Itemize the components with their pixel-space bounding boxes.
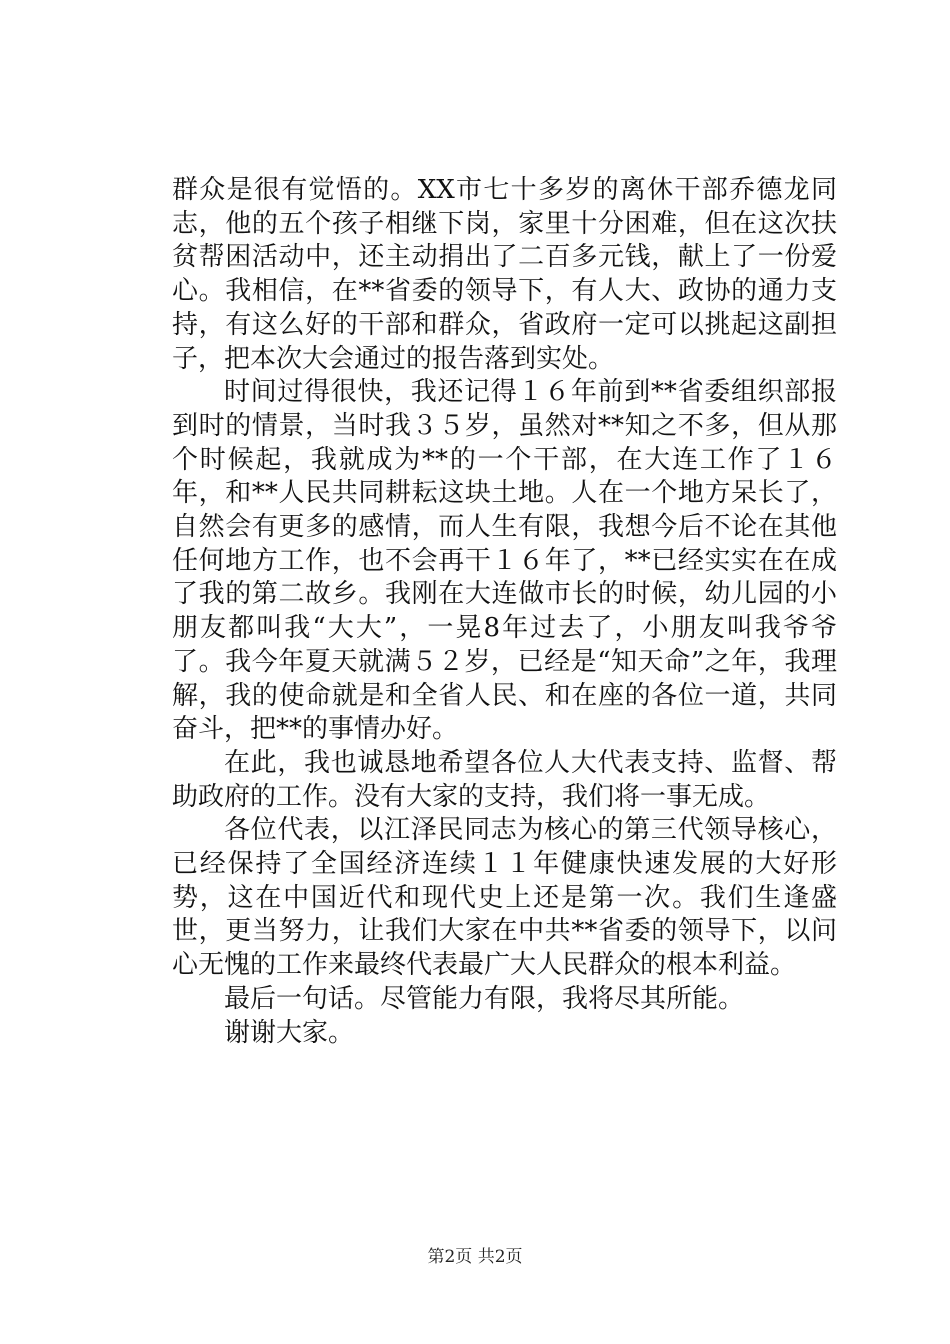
document-body — [172, 174, 837, 1050]
paragraph-last-words: 最后一句话。尽管能力有限，我将尽其所能。 — [224, 983, 745, 1014]
page-number-footer: 第2页 共2页 — [427, 1247, 523, 1267]
paragraph-thanks: 谢谢大家。 — [224, 1017, 355, 1048]
paragraph-continuation: 群众是很有觉悟的。XX市七十多岁的离休干部乔德龙同志，他的五个孩子相继下岗，家里十分困难，但在这次扶贫帮困活动中，还主动捐出了二百多元钱，献上了一份爱心。我相信，在**省委的领导下，有人大、政协的通力支持，有这么好的干部和群众，省政府一定可以挑起这副担子，把本次大会通过的报告落到实处。 — [172, 175, 837, 374]
paragraph-time-flies: 时间过得很快，我还记得１６年前到**省委组织部报到时的情景，当时我３５岁，虽然对**知之不多，但从那个时候起，我就成为**的一个干部，在大连工作了１６年，和**人民共同耕耘这块土地。人在一个地方呆长了，自然会有更多的感情，而人生有限，我想今后不论在其他任何地方工作，也不会再干１６年了，**已经实实在在成了我的第二故乡。我刚在大连做市长的时候，幼儿园的小朋友都叫我“大大”，一晃8年过去了，小朋友叫我爷爷了。我今年夏天就满５２岁，已经是“知天命”之年，我理解，我的使命就是和全省人民、和在座的各位一道，共同奋斗，把**的事情办好。 — [172, 377, 837, 745]
paragraph-hope: 在此，我也诚恳地希望各位人大代表支持、监督、帮助政府的工作。没有大家的支持，我们将一事无成。 — [172, 747, 837, 812]
paragraph-representatives: 各位代表，以江泽民同志为核心的第三代领导核心，已经保持了全国经济连续１１年健康快速发展的大好形势，这在中国近代和现代史上还是第一次。我们生逢盛世，更当努力，让我们大家在中共**省委的领导下，以问心无愧的工作来最终代表最广大人民群众的根本利益。 — [172, 815, 837, 981]
